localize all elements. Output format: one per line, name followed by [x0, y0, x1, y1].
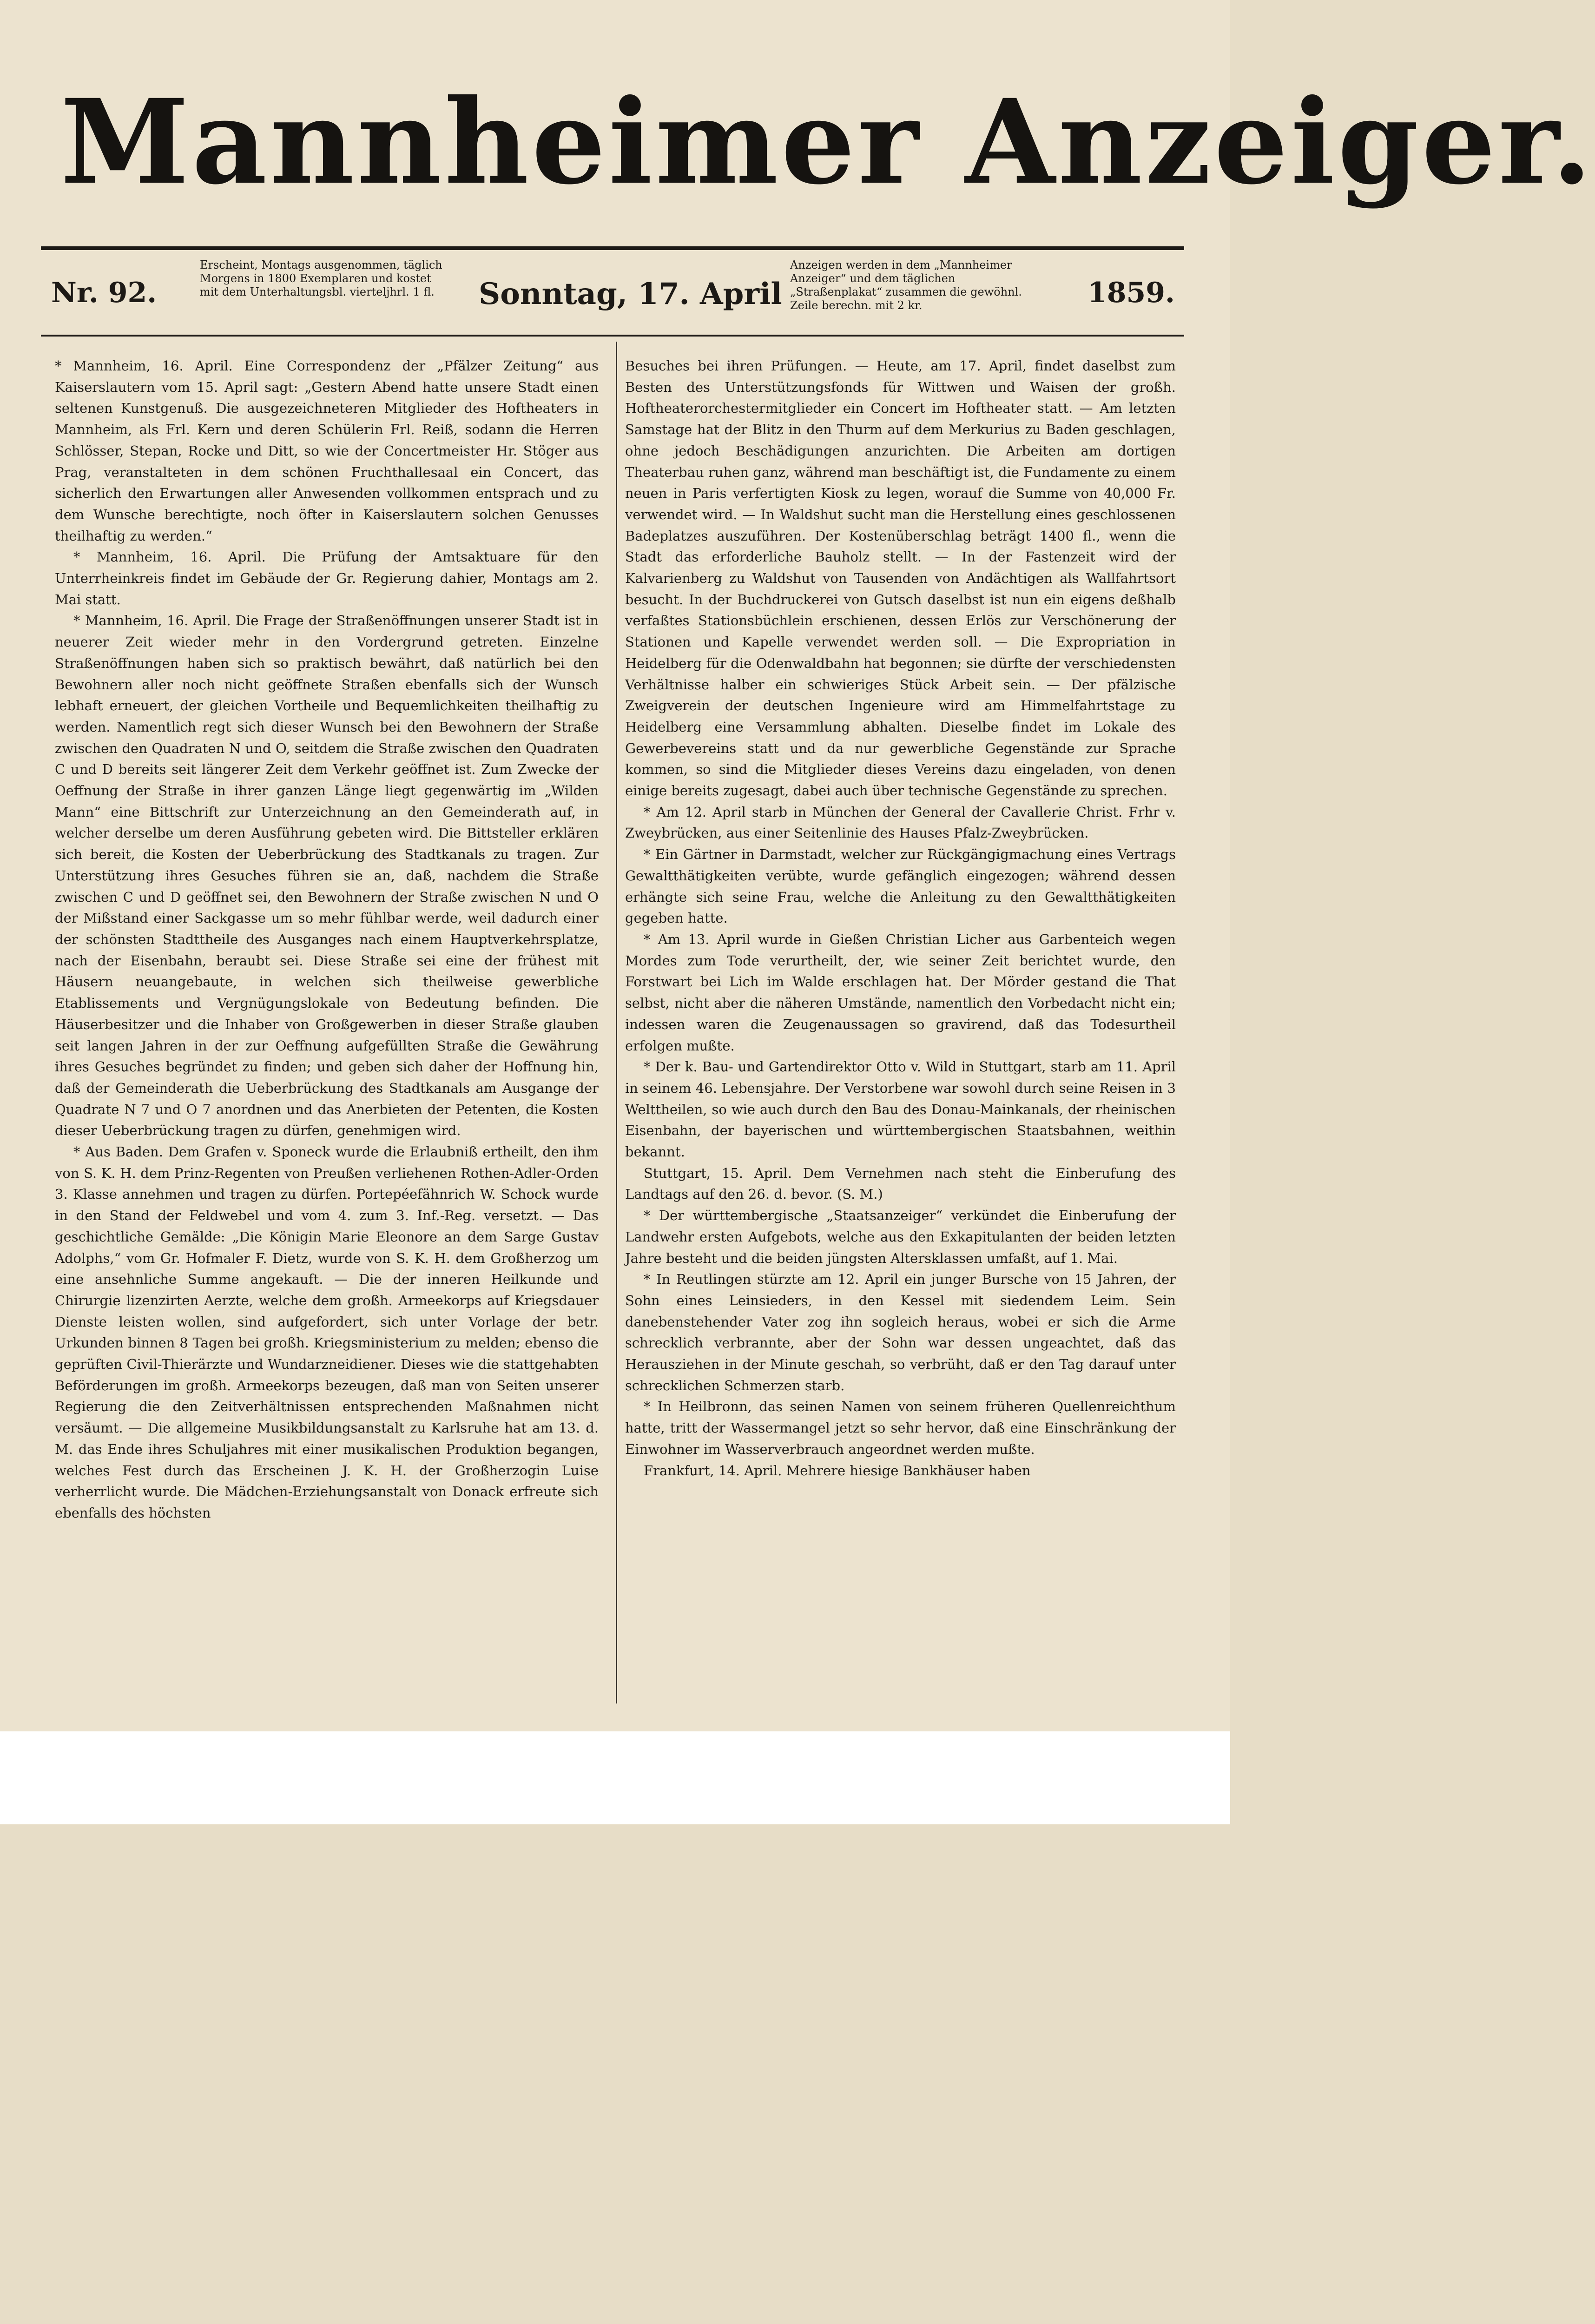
article-paragraph: * Mannheim, 16. April. Eine Correspondenz der „Pfälzer Zeitung“ aus Kaiserslautern vom 15. April sagt: „Gestern Abend hatte unsere Stadt einen seltenen Kunstgenuß. Die ausgezeichneteren Mitglieder des Hoftheaters in Mannheim, als Frl. Kern und deren Schülerin Frl. Reiß, sodann die Herren Schlösser, Stepan, Rocke und Ditt, so wie der Concertmeister Hr. Stöger aus Prag, veranstalteten in dem schönen Fruchthallesaal ein Concert, das sicherlich den Erwartungen aller Anwesenden vollkommen entsprach und zu dem Wunsche berechtigte, noch öfter in Kaiserslautern solchen Genusses theilhaftig zu werden.“ — [55, 358, 599, 544]
article-column-right — [625, 356, 1176, 1481]
article-paragraph: Frankfurt, 14. April. Mehrere hiesige Bankhäuser haben — [644, 1462, 1031, 1479]
article-paragraph: * Der k. Bau- und Gartendirektor Otto v. Wild in Stuttgart, starb am 11. April in seinem 46. Lebensjahre. Der Verstorbene war sowohl durch seine Reisen in 3 Welttheilen, so wie auch durch den Bau des Donau-Mainkanals, der rheinischen Eisenbahn, der bayerischen und württembergischen Staatsbahnen, weithin bekannt. — [625, 1059, 1176, 1160]
masthead-title: Mannheimer Anzeiger. — [60, 73, 1595, 210]
article-paragraph: * In Reutlingen stürzte am 12. April ein junger Bursche von 15 Jahren, der Sohn eines Leinsieders, in den Kessel mit siedendem Leim. Sein danebenstehender Vater zog ihn sogleich heraus, wobei er sich die Arme schrecklich verbrannte, aber der Sohn war dessen ungeachtet, daß das Herausziehen in der Minute geschah, so verbrüht, daß er den Tag darauf unter schrecklichen Schmerzen starb. — [625, 1271, 1176, 1393]
article-column-left — [55, 356, 599, 1524]
article-paragraph: * Aus Baden. Dem Grafen v. Sponeck wurde die Erlaubniß ertheilt, den ihm von S. K. H. dem Prinz-Regenten von Preußen verliehenen Rothen-Adler-Orden 3. Klasse annehmen und tragen zu dürfen. Portepéefähnrich W. Schock wurde in den Stand der Feldwebel und vom 4. zum 3. Inf.-Reg. versetzt. — Das geschichtliche Gemälde: „Die Königin Marie Eleonore an dem Sarge Gustav Adolphs,“ vom Gr. Hofmaler F. Dietz, wurde von S. K. H. dem Großherzog um eine ansehnliche Summe angekauft. — Die der inneren Heilkunde und Chirurgie lizenzirten Aerzte, welche dem großh. Armeekorps auf Kriegsdauer Dienste leisten wollen, sind aufgefordert, sich unter Vorlage der betr. Urkunden binnen 8 Tagen bei großh. Kriegsministerium zu melden; ebenso die geprüften Civil-Thierärzte und Wundarzneidiener. Dieses wie die stattgehabten Beförderungen im großh. Armeekorps bezeugen, daß man von Seiten unserer Regierung die den Zeitverhältnissen entsprechenden Maßnahmen nicht versäumt. — Die allgemeine Musikbildungsanstalt zu Karlsruhe hat am 13. d. M. das Ende ihres Schuljahres mit einer musikalischen Produktion begangen, welches Fest durch das Erscheinen J. K. H. der Großherzogin Luise verherrlicht wurde. Die Mädchen-Erziehungsanstalt von Donack erfreute sich ebenfalls des höchsten — [55, 1144, 599, 1521]
advertising-info: Anzeigen werden in dem „Mannheimer Anzeiger“ und dem täglichen „Straßenplakat“ zusammen die gewöhnl. Zeile berechn. mit 2 kr. — [790, 258, 1022, 312]
article-paragraph: * Mannheim, 16. April. Die Frage der Straßenöffnungen unserer Stadt ist in neuerer Zeit wieder mehr in den Vordergrund getreten. Einzelne Straßenöffnungen haben sich so praktisch bewährt, daß natürlich bei den Bewohnern aller noch nicht geöffnete Straßen ebenfalls sich der Wunsch lebhaft erneuert, der gleichen Vortheile und Bequemlichkeiten theilhaftig zu werden. Namentlich regt sich dieser Wunsch bei den Bewohnern der Straße zwischen den Quadraten N und O, seitdem die Straße zwischen den Quadraten C und D bereits seit längerer Zeit dem Verkehr geöffnet ist. Zum Zwecke der Oeffnung der Straße in ihrer ganzen Länge liegt gegenwärtig im „Wilden Mann“ eine Bittschrift zur Unterzeichnung an den Gemeinderath auf, in welcher derselbe um deren Ausführung gebeten wird. Die Bittsteller erklären sich bereit, die Kosten der Ueberbrückung des Stadtkanals zu tragen. Zur Unterstützung ihres Gesuches führen sie an, daß, nachdem die Straße zwischen C und D geöffnet sei, den Bewohnern der Straße zwischen N und O der Mißstand einer Sackgasse um so mehr fühlbar werde, weil dadurch einer der schönsten Stadttheile des Ausganges nach einem Hauptverkehrsplatze, nach der Eisenbahn, beraubt sei. Diese Straße sei eine der frühest mit Häusern neuangebaute, in welchen sich theilweise gewerbliche Etablissements und Vergnügungslokale von Bedeutung befinden. Die Häuserbesitzer und die Inhaber von Großgewerben in dieser Straße glauben seit langen Jahren in der zur Oeffnung aufgefüllten Straße die Gewährung ihres Gesuches begründet zu finden; und geben sich daher der Hoffnung hin, daß der Gemeinderath die Ueberbrückung des Stadtkanals am Ausgange der Quadrate N 7 und O 7 anordnen und das Anerbieten der Petenten, die Kosten dieser Ueberbrückung tragen zu dürfen, genehmigen wird. — [55, 613, 599, 1139]
article-paragraph: * Der württembergische „Staatsanzeiger“ verkündet die Einberufung der Landwehr ersten Aufgebots, welche aus den Exkapitulanten der beiden letzten Jahre besteht und die beiden jüngsten Altersklassen umfaßt, auf 1. Mai. — [625, 1208, 1176, 1266]
issue-number: Nr. 92. — [51, 277, 157, 309]
article-paragraph: Stuttgart, 15. April. Dem Vernehmen nach steht die Einberufung des Landtags auf den 26. d. bevor. (S. M.) — [625, 1165, 1176, 1202]
header-rule-bottom — [41, 335, 1184, 337]
article-paragraph: * In Heilbronn, das seinen Namen von seinem früheren Quellenreichthum hatte, tritt der Wassermangel jetzt so sehr hervor, daß eine Einschränkung der Einwohner im Wasserverbrauch angeordnet werden mußte. — [625, 1399, 1176, 1457]
article-paragraph: * Am 12. April starb in München der General der Cavallerie Christ. Frhr v. Zweybrücken, aus einer Seitenlinie des Hauses Pfalz-Zweybrücken. — [625, 804, 1176, 841]
column-divider — [616, 342, 617, 1703]
issue-year: 1859. — [1088, 277, 1175, 309]
article-paragraph: * Ein Gärtner in Darmstadt, welcher zur Rückgängigmachung eines Vertrags Gewaltthätigkeiten verübte, wurde gefänglich eingezogen; während dessen erhängte sich seine Frau, welche die Anleitung zu den Gewaltthätigkeiten gegeben hatte. — [625, 846, 1176, 926]
issue-date: Sonntag, 17. April — [479, 277, 782, 311]
article-paragraph: Besuches bei ihren Prüfungen. — Heute, am 17. April, findet daselbst zum Besten des Unterstützungsfonds für Wittwen und Waisen der großh. Hoftheaterorchestermitglieder ein Concert im Hoftheater statt. — Am letzten Samstage hat der Blitz in den Thurm auf dem Merkurius zu Baden geschlagen, ohne jedoch Beschädigungen anzurichten. Die Arbeiten am dortigen Theaterbau ruhen ganz, während man beschäftigt ist, die Fundamente zu einem neuen in Paris verfertigten Kiosk zu legen, worauf die Summe von 40,000 Fr. verwendet wird. — In Waldshut sucht man die Herstellung eines geschlossenen Badeplatzes auszuführen. Der Kostenüberschlag beträgt 1400 fl., wenn die Stadt das erforderliche Bauholz stellt. — In der Fastenzeit wird der Kalvarienberg zu Waldshut von Tausenden von Andächtigen als Wallfahrtsort besucht. In der Buchdruckerei von Gutsch daselbst ist nun ein eigens deßhalb verfaßtes Stationsbüchlein erschienen, dessen Erlös zur Verschönerung der Stationen und Kapelle verwendet werden soll. — Die Expropriation in Heidelberg für die Odenwaldbahn hat begonnen; sie dürfte der verschiedensten Verhältnisse halber ein schwieriges Stück Arbeit sein. — Der pfälzische Zweigverein der deutschen Ingenieure wird am Himmelfahrtstage zu Heidelberg eine Versammlung abhalten. Dieselbe findet im Lokale des Gewerbevereins statt und da nur gewerbliche Gegenstände zur Sprache kommen, so sind die Mitglieder dieses Vereins dazu eingeladen, von denen einige bereits zugesagt, dabei auch über technische Gegenstände zu sprechen. — [625, 358, 1176, 799]
subscription-info: Erscheint, Montags ausgenommen, täglich Morgens in 1800 Exemplaren und kostet mit dem Unterhaltungsbl. vierteljhrl. 1 fl. — [200, 258, 442, 298]
header-rule-top — [41, 246, 1184, 250]
viewer-footer — [0, 1731, 1230, 1824]
article-paragraph: * Am 13. April wurde in Gießen Christian Licher aus Garbenteich wegen Mordes zum Tode verurtheilt, der, wie seiner Zeit berichtet wurde, den Forstwart bei Lich im Walde erschlagen hat. Der Mörder gestand die That selbst, nicht aber die näheren Umstände, namentlich den Vorbedacht nicht ein; indessen waren die Zeugenaussagen so gravirend, daß das Todesurtheil erfolgen mußte. — [625, 931, 1176, 1054]
article-paragraph: * Mannheim, 16. April. Die Prüfung der Amtsaktuare für den Unterrheinkreis findet im Gebäude der Gr. Regierung dahier, Montags am 2. Mai statt. — [55, 549, 599, 607]
